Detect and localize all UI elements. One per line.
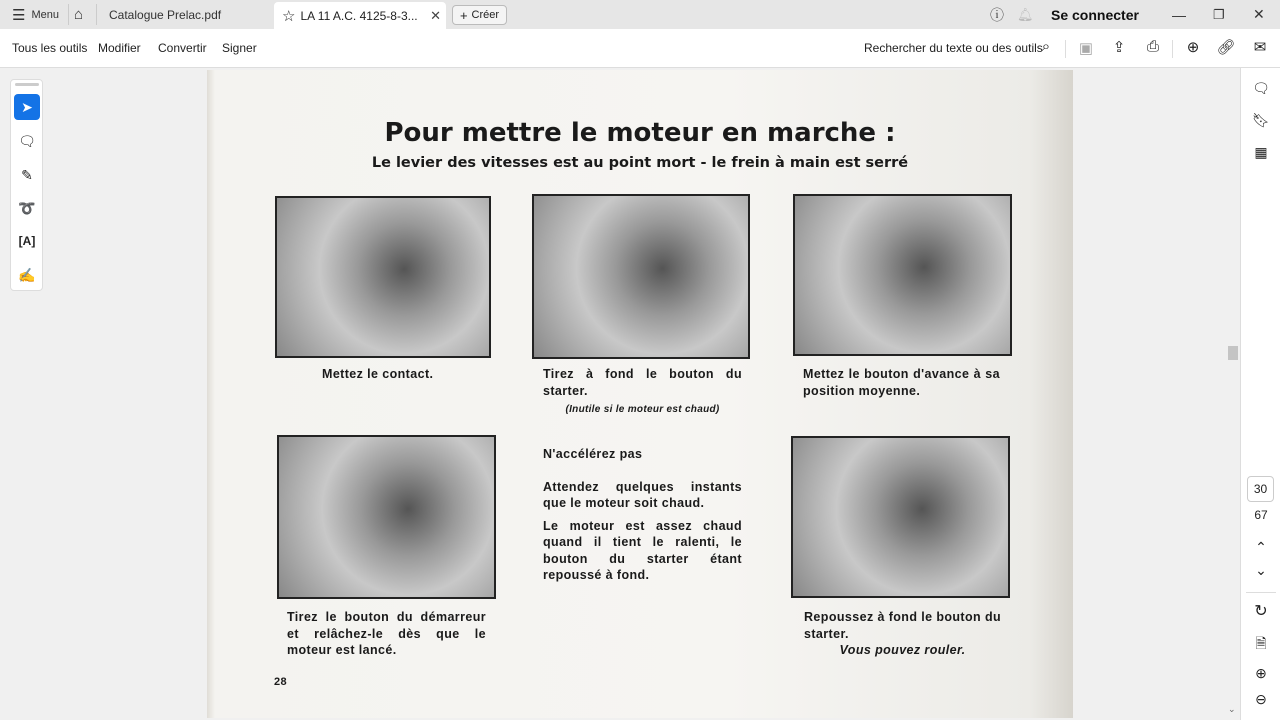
create-button[interactable]: + Créer xyxy=(452,5,507,25)
fit-page-icon[interactable]: 🗎︎ xyxy=(1255,635,1267,651)
next-page-icon[interactable]: ⌄ xyxy=(1255,562,1267,578)
star-icon[interactable]: ☆ xyxy=(282,7,296,25)
vertical-scrollbar[interactable] xyxy=(1226,68,1240,720)
mid-title: N'accélérez pas xyxy=(543,447,643,461)
page-number-input[interactable]: 30 xyxy=(1247,476,1274,502)
lasso-draw-icon[interactable]: ➰ xyxy=(18,199,36,216)
mid-paragraph-1: Attendez quelques instants que le moteur soit chaud. xyxy=(543,479,742,510)
caption-4-group xyxy=(287,609,486,659)
comment-tool-icon[interactable]: 🗨︎ xyxy=(18,132,36,149)
bell-icon[interactable]: 🔔︎ xyxy=(1017,6,1034,22)
caption-4: Tirez le bouton du démarreur et relâchez-le dès que le moteur est lancé. xyxy=(287,610,486,657)
restore-icon[interactable]: ❐ xyxy=(1213,6,1225,22)
all-tools-menu[interactable]: Tous les outils xyxy=(12,41,88,55)
minimize-icon[interactable]: — xyxy=(1172,6,1186,23)
scroll-down-icon[interactable]: ⌄ xyxy=(1228,704,1236,714)
pdf-page xyxy=(207,70,1073,718)
page-number: 28 xyxy=(274,676,288,688)
zoom-out-icon[interactable]: ⊖ xyxy=(1255,691,1267,707)
toolbar xyxy=(0,29,1280,68)
divider xyxy=(1246,592,1276,593)
text-box-icon[interactable]: [A] xyxy=(18,234,36,248)
tab-active-document[interactable]: ☆ LA 11 A.C. 4125-8-3... ✕ xyxy=(274,2,446,29)
tab-bar xyxy=(0,0,1280,29)
close-window-icon[interactable]: ✕ xyxy=(1253,6,1265,22)
divider xyxy=(68,4,69,25)
photo-starter-motor xyxy=(277,435,496,599)
comments-panel-icon[interactable]: 🗨︎ xyxy=(1252,80,1270,96)
mid-text-group xyxy=(543,446,742,584)
help-icon[interactable]: ⓘ xyxy=(990,6,1004,23)
scrollbar-thumb[interactable] xyxy=(1228,346,1238,360)
highlight-pen-icon[interactable]: ✎ xyxy=(21,166,33,183)
signature-icon[interactable]: ✍ xyxy=(18,266,36,283)
bookmark-icon[interactable]: 🔖︎ xyxy=(1252,112,1270,128)
rotate-icon[interactable]: ↻ xyxy=(1254,603,1268,620)
cloud-upload-icon[interactable]: ⇪ xyxy=(1112,39,1126,56)
menu-button[interactable]: ☰ Menu xyxy=(12,6,59,24)
convert-menu[interactable]: Convertir xyxy=(158,41,207,55)
page-subtitle: Le levier des vitesses est au point mort - le frein à main est serré xyxy=(371,155,909,171)
caption-1-group xyxy=(322,366,482,383)
divider xyxy=(1065,40,1066,58)
edit-menu[interactable]: Modifier xyxy=(98,41,141,55)
link-icon[interactable]: 🔗︎ xyxy=(1216,39,1236,56)
search-tools-button[interactable]: Rechercher du texte ou des outils xyxy=(864,41,1043,55)
search-icon[interactable]: ⌕ xyxy=(1041,38,1051,55)
caption-2: Tirez à fond le bouton du starter. xyxy=(543,367,742,398)
total-pages: 67 xyxy=(1254,508,1268,522)
previous-page-icon[interactable]: ⌃ xyxy=(1255,539,1267,555)
page-title: Pour mettre le moteur en marche : xyxy=(384,118,896,148)
close-tab-icon[interactable]: ✕ xyxy=(430,7,441,23)
share-user-icon[interactable]: ⊕ xyxy=(1186,39,1200,56)
caption-2-note: (Inutile si le moteur est chaud) xyxy=(565,404,720,415)
sign-menu[interactable]: Signer xyxy=(222,41,257,55)
print-icon[interactable]: ⎙ xyxy=(1146,38,1159,55)
save-icon[interactable]: ▣ xyxy=(1078,40,1094,57)
divider xyxy=(96,4,97,25)
hamburger-icon: ☰ xyxy=(12,6,26,24)
caption-3: Mettez le bouton d'avance à sa position moyenne. xyxy=(803,367,1000,398)
photo-ignition xyxy=(275,196,491,358)
caption-6: Repoussez à fond le bouton du starter. xyxy=(804,610,1002,641)
divider xyxy=(1172,40,1173,58)
photo-advance xyxy=(793,194,1012,356)
home-icon[interactable]: ⌂ xyxy=(74,6,84,23)
caption-2-group xyxy=(543,366,742,416)
caption-6-group xyxy=(804,609,1001,659)
tab-catalogue[interactable]: Catalogue Prelac.pdf xyxy=(109,7,222,22)
caption-6-note: Vous pouvez rouler. xyxy=(839,643,966,657)
mid-paragraph-2: Le moteur est assez chaud quand il tient le ralenti, le bouton du starter étant repoussé à fond. xyxy=(543,518,742,582)
quick-tools-panel xyxy=(10,79,43,291)
caption-3-group xyxy=(803,366,1000,399)
zoom-in-icon[interactable]: ⊕ xyxy=(1255,665,1267,681)
photo-starter xyxy=(532,194,750,359)
drag-handle[interactable] xyxy=(15,83,39,86)
photo-push-starter xyxy=(791,436,1010,598)
caption-1: Mettez le contact. xyxy=(322,367,434,381)
select-tool-icon[interactable]: ➤ xyxy=(14,94,40,120)
sign-in-button[interactable]: Se connecter xyxy=(1051,6,1139,23)
plus-icon: + xyxy=(459,7,468,23)
right-rail xyxy=(1240,68,1280,720)
thumbnails-grid-icon[interactable]: ▦ xyxy=(1254,144,1268,160)
email-icon[interactable]: ✉ xyxy=(1253,39,1267,56)
